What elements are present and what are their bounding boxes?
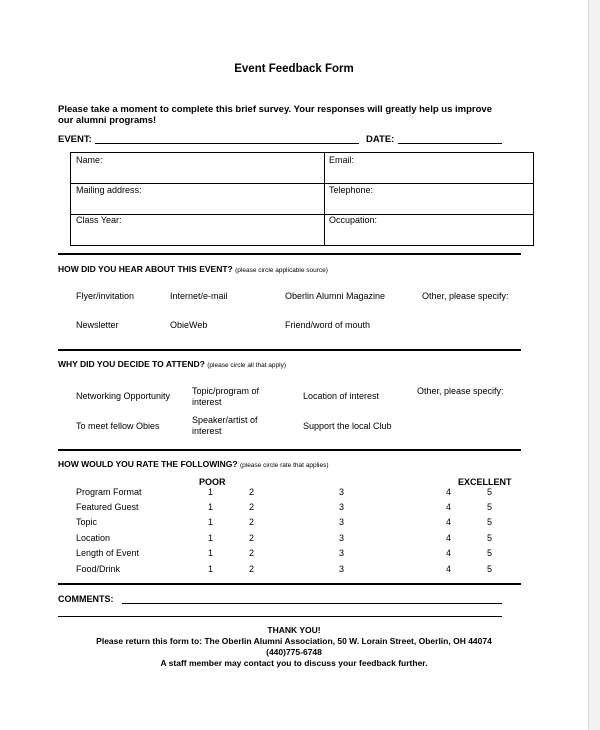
hear-option-flyer[interactable]: Flyer/invitation [76, 291, 135, 301]
rating-option-1[interactable]: 1 [208, 533, 214, 543]
date-input-line[interactable] [398, 143, 502, 144]
rating-option-5[interactable]: 5 [487, 487, 493, 497]
section-divider [58, 449, 521, 451]
rating-option-1[interactable]: 1 [208, 548, 214, 558]
hear-option-obieweb[interactable]: ObieWeb [170, 320, 208, 330]
rate-heading-text: HOW WOULD YOU RATE THE FOLLOWING? [58, 459, 238, 469]
rating-option-3[interactable]: 3 [339, 502, 345, 512]
attend-option-speaker-line1: Speaker/artist of [192, 415, 258, 425]
rating-option-1[interactable]: 1 [208, 564, 214, 574]
rating-option-3[interactable]: 3 [339, 564, 345, 574]
rating-option-3[interactable]: 3 [339, 517, 345, 527]
rating-option-3[interactable]: 3 [339, 487, 345, 497]
event-label: EVENT: [58, 134, 92, 145]
date-label: DATE: [366, 134, 395, 145]
attend-option-support-club[interactable]: Support the local Club [303, 421, 392, 431]
rating-option-4[interactable]: 4 [446, 564, 452, 574]
email-field[interactable]: Email: [329, 155, 355, 165]
form-title: Event Feedback Form [234, 63, 354, 75]
rating-item-label: Length of Event [76, 548, 140, 558]
mailing-address-field[interactable]: Mailing address: [76, 185, 142, 195]
occupation-field[interactable]: Occupation: [329, 215, 378, 225]
attend-option-speaker[interactable] [192, 415, 258, 437]
rating-option-4[interactable]: 4 [446, 517, 452, 527]
telephone-field[interactable]: Telephone: [329, 185, 374, 195]
attend-option-speaker-line2: interest [192, 426, 222, 436]
table-divider [324, 153, 325, 245]
rating-option-2[interactable]: 2 [249, 517, 255, 527]
hear-option-magazine[interactable]: Oberlin Alumni Magazine [285, 291, 386, 301]
attend-option-location[interactable]: Location of interest [303, 391, 380, 401]
rating-option-5[interactable]: 5 [487, 517, 493, 527]
rating-option-4[interactable]: 4 [446, 487, 452, 497]
intro-line-2: our alumni programs! [58, 115, 157, 126]
rating-option-4[interactable]: 4 [446, 548, 452, 558]
rating-option-5[interactable]: 5 [487, 533, 493, 543]
attend-option-topic-line1: Topic/program of [192, 386, 260, 396]
rating-option-3[interactable]: 3 [339, 548, 345, 558]
rate-section-heading [58, 459, 328, 469]
hear-option-internet[interactable]: Internet/e-mail [170, 291, 228, 301]
rating-excellent-label: EXCELLENT [458, 477, 512, 487]
contact-notice-text: A staff member may contact you to discuss your feedback further. [160, 658, 428, 668]
rating-option-2[interactable]: 2 [249, 548, 255, 558]
return-address-text: Please return this form to: The Oberlin Alumni Association, 50 W. Lorain Street, Oberlin, OH 44074 [96, 636, 492, 646]
rating-item-label: Food/Drink [76, 564, 121, 574]
attend-option-topic[interactable] [192, 386, 259, 408]
rating-option-2[interactable]: 2 [249, 487, 255, 497]
attend-option-other[interactable]: Other, please specify: [417, 386, 504, 396]
rating-item-label: Location [76, 533, 111, 543]
rating-option-2[interactable]: 2 [249, 533, 255, 543]
rating-option-3[interactable]: 3 [339, 533, 345, 543]
attend-option-topic-line2: interest [192, 397, 222, 407]
table-divider [71, 183, 533, 184]
attend-option-networking[interactable]: Networking Opportunity [76, 391, 171, 401]
class-year-field[interactable]: Class Year: [76, 215, 122, 225]
attend-heading-text: WHY DID YOU DECIDE TO ATTEND? [58, 359, 205, 369]
rating-option-1[interactable]: 1 [208, 502, 214, 512]
name-field[interactable]: Name: [76, 155, 103, 165]
comments-input-line[interactable] [122, 603, 502, 604]
hear-heading-text: HOW DID YOU HEAR ABOUT THIS EVENT? [58, 264, 233, 274]
rating-option-5[interactable]: 5 [487, 502, 493, 512]
hear-section-heading [58, 264, 328, 274]
rating-option-2[interactable]: 2 [249, 564, 255, 574]
section-divider [58, 583, 521, 585]
rating-poor-label: POOR [199, 477, 226, 487]
thank-you-text: THANK YOU! [267, 625, 321, 635]
rating-option-5[interactable]: 5 [487, 564, 493, 574]
rating-item-label: Topic [76, 517, 98, 527]
hear-option-newsletter[interactable]: Newsletter [76, 320, 119, 330]
hear-option-friend[interactable]: Friend/word of mouth [285, 320, 371, 330]
section-divider [58, 349, 521, 351]
rating-item-label: Program Format [76, 487, 142, 497]
hear-heading-note: (please circle applicable source) [235, 267, 328, 274]
rate-heading-note: (please circle rate that applies) [239, 462, 329, 469]
section-divider [58, 253, 521, 255]
table-divider [71, 214, 533, 215]
rating-option-2[interactable]: 2 [249, 502, 255, 512]
rating-option-5[interactable]: 5 [487, 548, 493, 558]
attend-option-fellow-obies[interactable]: To meet fellow Obies [76, 421, 160, 431]
intro-line-1: Please take a moment to complete this brief survey. Your responses will greatly help us improve [58, 104, 492, 115]
event-input-line[interactable] [95, 143, 359, 144]
attend-heading-note: (please circle all that apply) [207, 362, 287, 369]
rating-item-label: Featured Guest [76, 502, 139, 512]
attend-section-heading [58, 359, 286, 369]
hear-option-other[interactable]: Other, please specify: [422, 291, 509, 301]
rating-option-4[interactable]: 4 [446, 502, 452, 512]
comments-label: COMMENTS: [58, 594, 114, 604]
rating-option-1[interactable]: 1 [208, 487, 214, 497]
rating-option-1[interactable]: 1 [208, 517, 214, 527]
rating-option-4[interactable]: 4 [446, 533, 452, 543]
phone-number-text: (440)775-6748 [266, 647, 322, 657]
comments-input-line-2[interactable] [58, 616, 502, 617]
contact-info-table [70, 152, 534, 246]
